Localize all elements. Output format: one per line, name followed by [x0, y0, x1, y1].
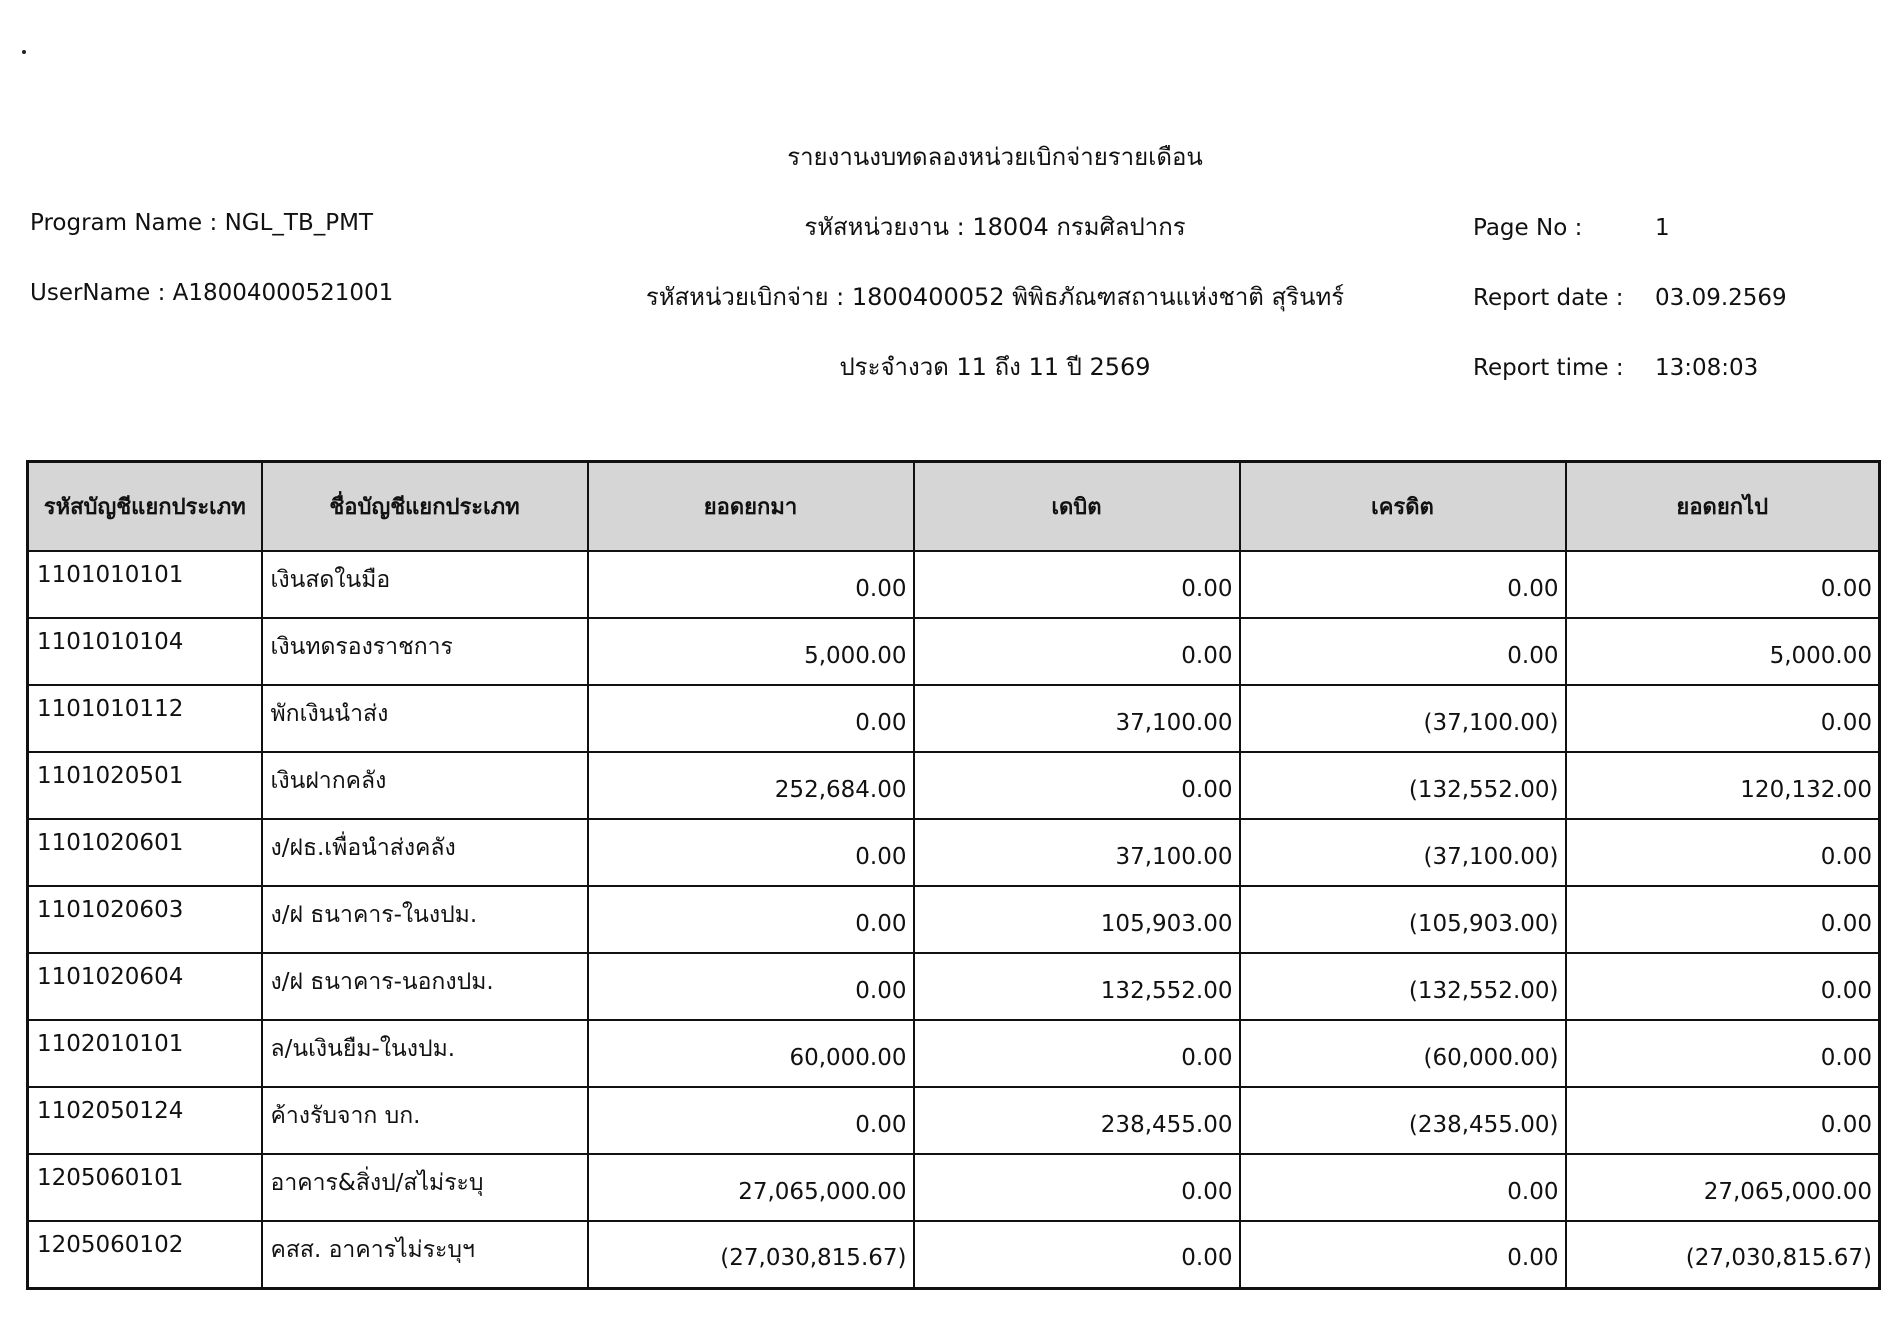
carried-forward-cell: 0.00: [1566, 685, 1880, 752]
account-code-cell: 1205060102: [28, 1221, 262, 1288]
account-name-cell: คสส. อาคารไม่ระบุฯ: [262, 1221, 588, 1288]
carried-forward-cell: (27,030,815.67): [1566, 1221, 1880, 1288]
carried-forward-cell: 27,065,000.00: [1566, 1154, 1880, 1221]
table-row: [28, 1087, 1880, 1154]
account-code-cell: 1101020603: [28, 886, 262, 953]
carried-forward-cell: 0.00: [1566, 953, 1880, 1020]
program-name: Program Name : NGL_TB_PMT: [30, 210, 374, 236]
debit-cell: 0.00: [914, 1020, 1240, 1087]
column-header-brought-forward: ยอดยกมา: [588, 462, 914, 552]
account-code-cell: 1101010112: [28, 685, 262, 752]
brought-forward-cell: 252,684.00: [588, 752, 914, 819]
debit-cell: 37,100.00: [914, 819, 1240, 886]
debit-cell: 105,903.00: [914, 886, 1240, 953]
account-name-cell: ง/ฝ ธนาคาร-ในงปม.: [262, 886, 588, 953]
account-code-cell: 1101020604: [28, 953, 262, 1020]
column-header-credit: เครดิต: [1240, 462, 1566, 552]
table-row: [28, 551, 1880, 618]
column-header-debit: เดบิต: [914, 462, 1240, 552]
account-name-cell: ง/ฝธ.เพื่อนำส่งคลัง: [262, 819, 588, 886]
debit-cell: 0.00: [914, 618, 1240, 685]
debit-cell: 0.00: [914, 1221, 1240, 1288]
disbursing-unit-line: รหัสหน่วยเบิกจ่าย : 1800400052 พิพิธภัณฑสถานแห่งชาติ สุรินทร์: [645, 283, 1345, 311]
report-date-label: Report date :: [1473, 285, 1624, 311]
scan-speck: [22, 50, 26, 54]
credit-cell: 0.00: [1240, 1221, 1566, 1288]
account-name-cell: ง/ฝ ธนาคาร-นอกงปม.: [262, 953, 588, 1020]
debit-cell: 37,100.00: [914, 685, 1240, 752]
carried-forward-cell: 0.00: [1566, 1020, 1880, 1087]
brought-forward-cell: 0.00: [588, 819, 914, 886]
debit-cell: 132,552.00: [914, 953, 1240, 1020]
account-name-cell: อาคาร&สิ่งป/สไม่ระบุ: [262, 1154, 588, 1221]
account-name-cell: เงินสดในมือ: [262, 551, 588, 618]
brought-forward-cell: 0.00: [588, 953, 914, 1020]
account-name-cell: พักเงินนำส่ง: [262, 685, 588, 752]
account-name-cell: เงินฝากคลัง: [262, 752, 588, 819]
page-no-label: Page No :: [1473, 215, 1583, 241]
brought-forward-cell: 0.00: [588, 886, 914, 953]
account-code-cell: 1101010104: [28, 618, 262, 685]
table-row: [28, 1154, 1880, 1221]
credit-cell: (60,000.00): [1240, 1020, 1566, 1087]
page-no-value: 1: [1655, 215, 1670, 241]
credit-cell: (37,100.00): [1240, 685, 1566, 752]
brought-forward-cell: 0.00: [588, 551, 914, 618]
period-line: ประจำงวด 11 ถึง 11 ปี 2569: [839, 353, 1151, 381]
table-row: [28, 819, 1880, 886]
debit-cell: 0.00: [914, 551, 1240, 618]
report-time-value: 13:08:03: [1655, 355, 1759, 381]
credit-cell: 0.00: [1240, 1154, 1566, 1221]
carried-forward-cell: 0.00: [1566, 819, 1880, 886]
account-code-cell: 1101010101: [28, 551, 262, 618]
account-code-cell: 1102050124: [28, 1087, 262, 1154]
brought-forward-cell: 0.00: [588, 685, 914, 752]
carried-forward-cell: 0.00: [1566, 1087, 1880, 1154]
report-title: รายงานงบทดลองหน่วยเบิกจ่ายรายเดือน: [787, 143, 1203, 171]
table-row: [28, 685, 1880, 752]
table-row: [28, 1020, 1880, 1087]
debit-cell: 0.00: [914, 1154, 1240, 1221]
brought-forward-cell: (27,030,815.67): [588, 1221, 914, 1288]
brought-forward-cell: 0.00: [588, 1087, 914, 1154]
brought-forward-cell: 5,000.00: [588, 618, 914, 685]
table-row: [28, 953, 1880, 1020]
report-time-label: Report time :: [1473, 355, 1624, 381]
debit-cell: 0.00: [914, 752, 1240, 819]
carried-forward-cell: 0.00: [1566, 551, 1880, 618]
account-name-cell: ค้างรับจาก บก.: [262, 1087, 588, 1154]
credit-cell: (105,903.00): [1240, 886, 1566, 953]
brought-forward-cell: 60,000.00: [588, 1020, 914, 1087]
carried-forward-cell: 120,132.00: [1566, 752, 1880, 819]
credit-cell: (132,552.00): [1240, 752, 1566, 819]
table-row: [28, 752, 1880, 819]
trial-balance-table: [26, 460, 1881, 1290]
account-code-cell: 1205060101: [28, 1154, 262, 1221]
credit-cell: (37,100.00): [1240, 819, 1566, 886]
credit-cell: (132,552.00): [1240, 953, 1566, 1020]
credit-cell: 0.00: [1240, 618, 1566, 685]
carried-forward-cell: 5,000.00: [1566, 618, 1880, 685]
column-header-carried-forward: ยอดยกไป: [1566, 462, 1880, 552]
table-row: [28, 618, 1880, 685]
table-header-row: [28, 462, 1880, 552]
debit-cell: 238,455.00: [914, 1087, 1240, 1154]
column-header-account-code: รหัสบัญชีแยกประเภท: [28, 462, 262, 552]
table-row: [28, 1221, 1880, 1288]
credit-cell: 0.00: [1240, 551, 1566, 618]
user-name: UserName : A18004000521001: [30, 280, 394, 306]
report-date-value: 03.09.2569: [1655, 285, 1787, 311]
agency-line: รหัสหน่วยงาน : 18004 กรมศิลปากร: [804, 213, 1186, 241]
account-code-cell: 1101020501: [28, 752, 262, 819]
credit-cell: (238,455.00): [1240, 1087, 1566, 1154]
brought-forward-cell: 27,065,000.00: [588, 1154, 914, 1221]
account-name-cell: ล/นเงินยืม-ในงปม.: [262, 1020, 588, 1087]
account-code-cell: 1101020601: [28, 819, 262, 886]
column-header-account-name: ชื่อบัญชีแยกประเภท: [262, 462, 588, 552]
account-name-cell: เงินทดรองราชการ: [262, 618, 588, 685]
account-code-cell: 1102010101: [28, 1020, 262, 1087]
table-row: [28, 886, 1880, 953]
carried-forward-cell: 0.00: [1566, 886, 1880, 953]
